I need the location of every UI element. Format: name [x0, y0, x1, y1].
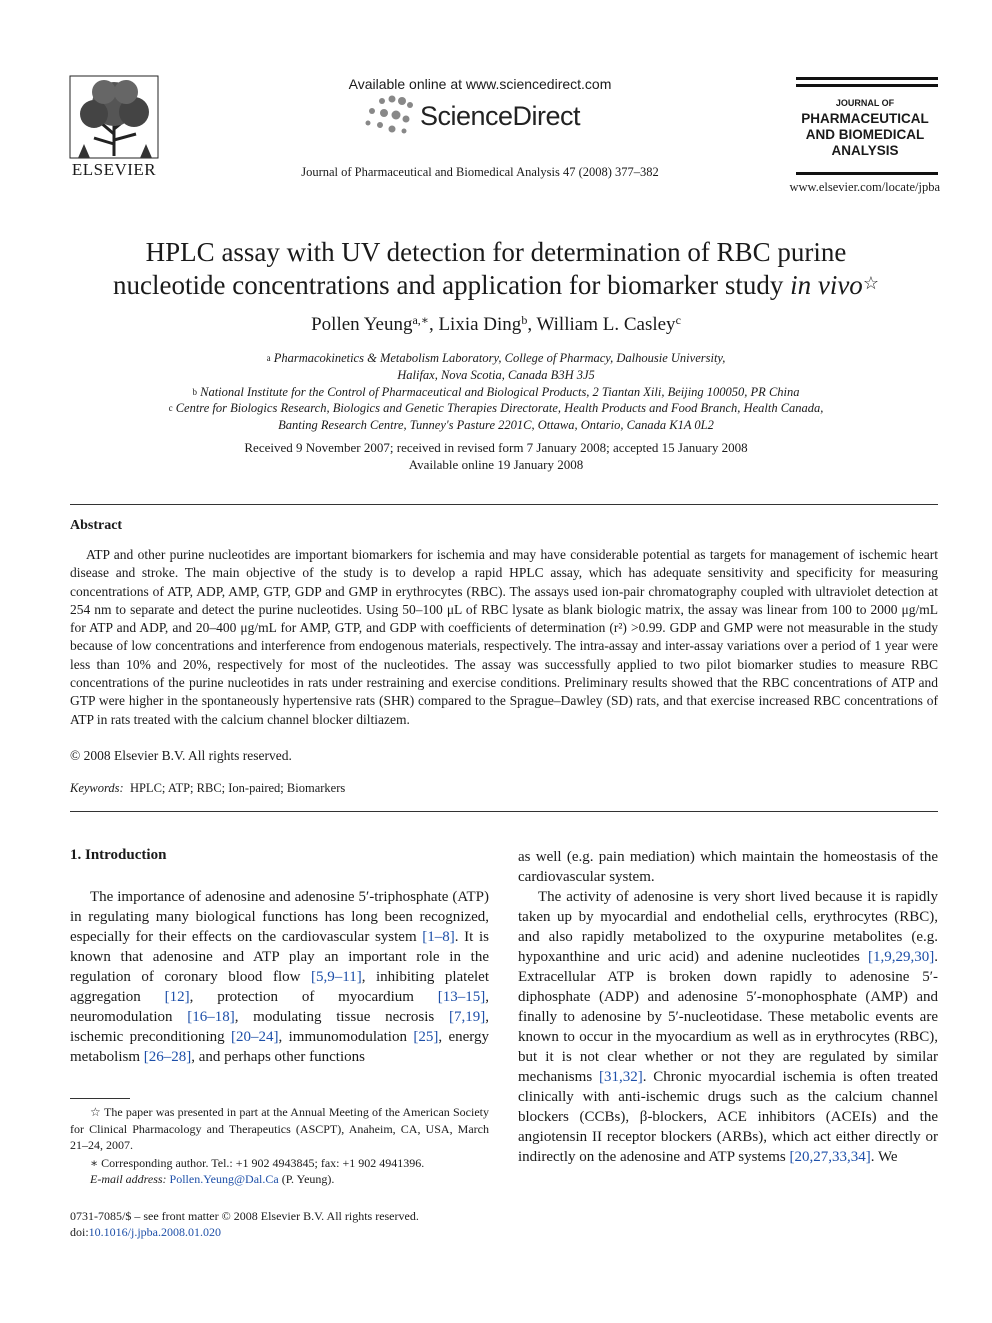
abstract-text: ATP and other purine nucleotides are important biomarkers for ischemia and may have considerable potential as targets for management of ischemic heart disease and stroke. The main objective of the study is to develop a rapid HPLC assay, which has adequate sensitivity and specificity for measuring concentrations of ATP, ADP, AMP, GTP, GDP and GMP in erythrocytes (RBC). The assays used ion-pair chromatography coupled with ultraviolet detection at 254 nm to separate and detect the purine nucleotides. Using 50–100 μL of RBC lysate as blank biologic matrix, the assay was linear from 100 to 2000 μg/mL for ATP and ADP, and 20–400 μg/mL for AMP, GTP, and GDP with coefficients of determination (r²) >0.99. GDP and GMP were not measurable in the study because of low concentrations and interference from endogenous materials, respectively. The intra-assay and inter-assay variations over a period of 1 year were less than 10% and 20%, respectively for most of the nucleotides. The assay was successfully applied to two pilot biomarker studies to measure RBC concentrations of the purine nucleotides in rats under restraining and exercise conditions. Preliminary results showed that the RBC concentrations of ATP and GTP were higher in the spontaneously hypertensive rats (SHR) compared to the Sprague–Dawley (SD) rats, and that exercise increased RBC concentrations of ATP in rats treated with the calcium channel blocker diltiazem.: [70, 547, 938, 727]
journal-logo-line: ANALYSIS: [831, 143, 899, 158]
affiliation-mark: b: [192, 387, 197, 397]
title-line: nucleotide concentrations and application for biomarker study: [113, 270, 791, 300]
intro-left-column: [70, 887, 489, 1067]
title-star-icon[interactable]: ☆: [862, 273, 879, 293]
affiliation-line: Centre for Biologics Research, Biologics and Genetic Therapies Directorate, Health Products and Food Branch, Health Canada,: [175, 401, 824, 415]
citation-link[interactable]: [26–28]: [143, 1049, 192, 1065]
doi-line: [70, 1225, 221, 1240]
paragraph-text: , neuromodulation: [70, 989, 489, 1025]
article-title: [60, 236, 932, 302]
author-name: Lixia Ding: [438, 314, 522, 335]
paragraph-text: , energy metabolism: [70, 1029, 489, 1065]
journal-url[interactable]: www.elsevier.com/locate/jpba: [789, 180, 940, 194]
footnote-rule: [70, 1098, 130, 1099]
author-name: William L. Casley: [536, 314, 676, 335]
elsevier-logo: [64, 74, 164, 180]
author-separator: ,: [428, 314, 439, 335]
issn-line: 0731-7085/$ – see front matter © 2008 Elsevier B.V. All rights reserved.: [70, 1209, 419, 1223]
paragraph-text: The activity of adenosine is very short lived because it is rapidly taken up by myocardial and endothelial cells, erythrocytes (RBC), and also rapidly metabolized to the oxypurine metabolites (e.g. hypoxanthine and uric acid) and adenine nucleotides: [518, 889, 938, 965]
footnote-text: The paper was presented in part at the Annual Meeting of the American Society for Clinical Pharmacology and Therapeutics (ASCPT), Anaheim, CA, USA, March 21–24, 2007.: [70, 1105, 489, 1152]
section-heading: 1. Introduction: [70, 847, 167, 863]
footnote-text: Corresponding author. Tel.: +1 902 4943845; fax: +1 902 4941396.: [101, 1156, 425, 1170]
journal-logo-rule: [796, 172, 938, 175]
author-affiliation-link[interactable]: a,∗: [412, 313, 429, 327]
paragraph-text: , protection of myocardium: [189, 989, 438, 1005]
author-separator: ,: [527, 314, 537, 335]
paragraph-text: . Extracellular ATP is broken down rapidly to adenosine 5′-diphosphate (ADP) and adenosine 5′-monophosphate (AMP) and finally to adenosine by 5′-nucleotidase. These metabolic events are known to occur in the myocardium as well as in erythrocytes (RBC), but it is not clear whether or not they are regulated by similar mechanisms: [518, 949, 938, 1085]
abstract-heading: Abstract: [70, 518, 123, 533]
publisher-name: ELSEVIER: [71, 160, 157, 179]
available-online: Available online at www.sciencedirect.com: [348, 76, 612, 92]
affiliation-line: Halifax, Nova Scotia, Canada B3H 3J5: [397, 368, 595, 382]
paragraph-text: , immunomodulation: [278, 1029, 414, 1045]
received-dates: Received 9 November 2007; received in revised form 7 January 2008; accepted 15 January 2008: [244, 440, 748, 455]
citation-link[interactable]: [1–8]: [422, 929, 455, 945]
affiliation-mark: a: [266, 353, 271, 363]
footnote-corresponding: [70, 1155, 489, 1172]
citation-link[interactable]: [1,9,29,30]: [868, 949, 935, 965]
citation-link[interactable]: [31,32]: [598, 1069, 643, 1085]
title-italic: in vivo: [790, 270, 863, 300]
journal-logo-line: AND BIOMEDICAL: [805, 127, 925, 142]
paragraph-text: The importance of adenosine and adenosine 5′-triphosphate (ATP) in regulating many biological functions has long been recognized, especially for their effects on the cardiovascular system: [70, 889, 489, 945]
keywords: [70, 781, 345, 796]
keywords-label: Keywords:: [70, 781, 124, 795]
sciencedirect-logo: [360, 93, 600, 139]
footnote-mark: ∗: [90, 1156, 99, 1170]
intro-right-continuation: as well (e.g. pain mediation) which maintain the homeostasis of the cardiovascular system.: [518, 849, 938, 885]
footnote-star: [70, 1104, 489, 1154]
footnote-email: [70, 1171, 509, 1188]
paragraph-text: . We: [870, 1149, 898, 1165]
citation-link[interactable]: [5,9–11]: [311, 969, 362, 985]
paragraph-text: , and perhaps other functions: [191, 1049, 365, 1065]
doi-label: doi:: [70, 1225, 89, 1239]
affiliation-b: [60, 384, 932, 401]
divider: [70, 504, 938, 505]
citation-link[interactable]: [20–24]: [231, 1029, 279, 1045]
citation-link[interactable]: [13–15]: [437, 989, 486, 1005]
journal-logo-rule: [796, 84, 938, 87]
email-label: E-mail address:: [90, 1172, 167, 1186]
citation-link[interactable]: [12]: [164, 989, 190, 1005]
email-link[interactable]: Pollen.Yeung@Dal.Ca: [169, 1172, 279, 1186]
affiliation-line: National Institute for the Control of Pharmaceutical and Biological Products, 2 Tiantan Xili, Beijing 100050, PR China: [200, 385, 800, 399]
author-affiliation-link[interactable]: b: [521, 313, 528, 327]
elsevier-tree-icon: [64, 74, 164, 162]
keywords-list: HPLC; ATP; RBC; Ion-paired; Biomarkers: [129, 781, 346, 795]
sciencedirect-dots-icon: [360, 93, 420, 139]
paragraph-text: , ischemic preconditioning: [70, 1009, 489, 1045]
paragraph-text: . Chronic myocardial ischemia is often treated clinically with anti-ischemic drugs such as the calcium channel blockers (CCBs), β-blockers, ACE inhibitors (ACEIs) and the angiotensin II receptor blockers (ARBs), which act either directly or indirectly on the adenosine and ATP systems: [518, 1069, 938, 1165]
author-list: [60, 314, 932, 336]
paragraph-text: , inhibiting platelet aggregation: [70, 969, 490, 1005]
doi-link[interactable]: 10.1016/j.jpba.2008.01.020: [88, 1225, 221, 1239]
affiliation-line: Pharmacokinetics & Metabolism Laboratory, College of Pharmacy, Dalhousie University,: [273, 351, 726, 365]
paragraph-text: . It is known that adenosine and ATP play an important role in the regulation of coronary blood flow: [70, 929, 489, 985]
affiliation-line: Banting Research Centre, Tunney's Pasture 2201C, Ottawa, Ontario, Canada K1A 0L2: [278, 418, 714, 432]
citation-link[interactable]: [7,19]: [449, 1009, 486, 1025]
journal-logo-line: JOURNAL OF: [835, 98, 895, 108]
paragraph-text: , modulating tissue necrosis: [234, 1009, 449, 1025]
author-affiliation-link[interactable]: c: [675, 313, 681, 327]
journal-logo: [790, 77, 940, 197]
available-date: Available online 19 January 2008: [408, 457, 584, 472]
affiliation-mark: c: [168, 403, 173, 413]
affiliation-c: [60, 400, 932, 434]
email-suffix: (P. Yeung).: [278, 1172, 335, 1186]
journal-logo-line: PHARMACEUTICAL: [801, 111, 929, 126]
sciencedirect-wordmark: ScienceDirect: [420, 101, 581, 131]
citation-link[interactable]: [25]: [413, 1029, 439, 1045]
footnote-star-icon: ☆: [90, 1105, 101, 1119]
abstract-copyright: © 2008 Elsevier B.V. All rights reserved.: [70, 748, 292, 763]
journal-logo-rule: [796, 77, 938, 80]
intro-right-column: [518, 887, 938, 1167]
citation-link[interactable]: [16–18]: [187, 1009, 235, 1025]
journal-logo-text: [790, 95, 940, 159]
divider: [70, 811, 938, 812]
affiliation-a: [60, 350, 932, 384]
citation-link[interactable]: [20,27,33,34]: [789, 1149, 871, 1165]
author-name: Pollen Yeung: [311, 314, 413, 335]
journal-citation: Journal of Pharmaceutical and Biomedical Analysis 47 (2008) 377–382: [301, 165, 659, 179]
title-line: HPLC assay with UV detection for determination of RBC purine: [145, 237, 847, 267]
